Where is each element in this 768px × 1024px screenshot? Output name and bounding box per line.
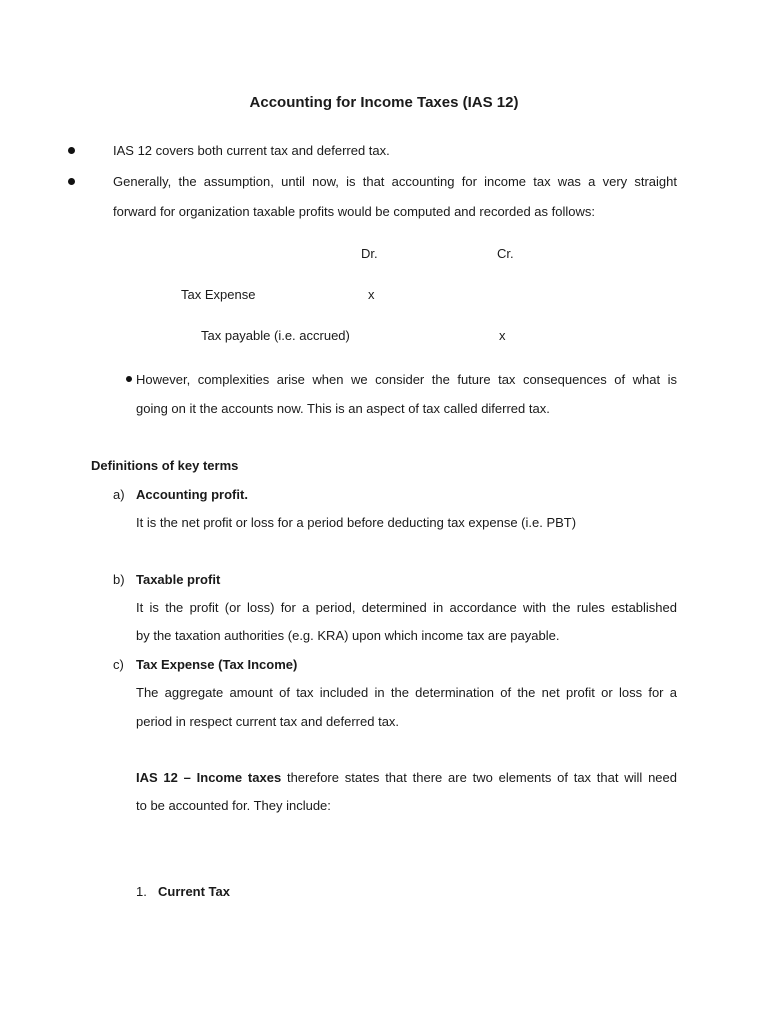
numbered-marker: 1. <box>136 884 147 899</box>
journal-row-1-label: Tax Expense <box>181 287 256 302</box>
bullet-text-1: IAS 12 covers both current tax and deferred tax. <box>113 143 390 158</box>
definition-text-c-2: period in respect current tax and deferred tax. <box>136 714 400 729</box>
sub-bullet-icon <box>126 376 132 382</box>
ias-bold-prefix: IAS 12 – Income taxes <box>136 770 282 785</box>
definition-text-c-1: The aggregate amount of tax included in the determination of the net profit or loss for a <box>136 685 677 700</box>
bullet-icon <box>68 147 75 154</box>
definition-marker-a: a) <box>113 487 125 502</box>
definition-text-b-2: by the taxation authorities (e.g. KRA) upon which income tax are payable. <box>136 628 560 643</box>
cr-column-header: Cr. <box>497 246 514 261</box>
definition-text-a-1: It is the net profit or loss for a period before deducting tax expense (i.e. PBT) <box>136 515 577 530</box>
sub-bullet-line2: going on it the accounts now. This is an aspect of tax called diferred tax. <box>136 401 550 416</box>
bullet-text-2-line1: Generally, the assumption, until now, is that accounting for income tax was a very straight <box>113 174 677 189</box>
definition-marker-c: c) <box>113 657 124 672</box>
definitions-heading: Definitions of key terms <box>91 458 239 473</box>
dr-column-header: Dr. <box>361 246 378 261</box>
ias-paragraph-line2: to be accounted for. They include: <box>136 798 331 813</box>
journal-row-2-cr: x <box>499 328 506 343</box>
definition-term-a: Accounting profit. <box>136 487 248 502</box>
definition-term-c: Tax Expense (Tax Income) <box>136 657 298 672</box>
journal-row-2-label: Tax payable (i.e. accrued) <box>201 328 350 343</box>
ias-paragraph-line1 <box>136 770 677 786</box>
definition-marker-b: b) <box>113 572 125 587</box>
definition-term-b: Taxable profit <box>136 572 221 587</box>
bullet-icon <box>68 178 75 185</box>
numbered-item-current-tax: Current Tax <box>158 884 230 899</box>
bullet-text-2-line2: forward for organization taxable profits would be computed and recorded as follows: <box>113 204 595 219</box>
definition-text-b-1: It is the profit (or loss) for a period, determined in accordance with the rules established <box>136 600 677 615</box>
ias-paragraph-rest: therefore states that there are two elements of tax that will need <box>281 770 677 785</box>
sub-bullet-line1: However, complexities arise when we consider the future tax consequences of what is <box>136 372 677 387</box>
page-title: Accounting for Income Taxes (IAS 12) <box>249 94 519 111</box>
journal-row-1-dr: x <box>368 287 375 302</box>
